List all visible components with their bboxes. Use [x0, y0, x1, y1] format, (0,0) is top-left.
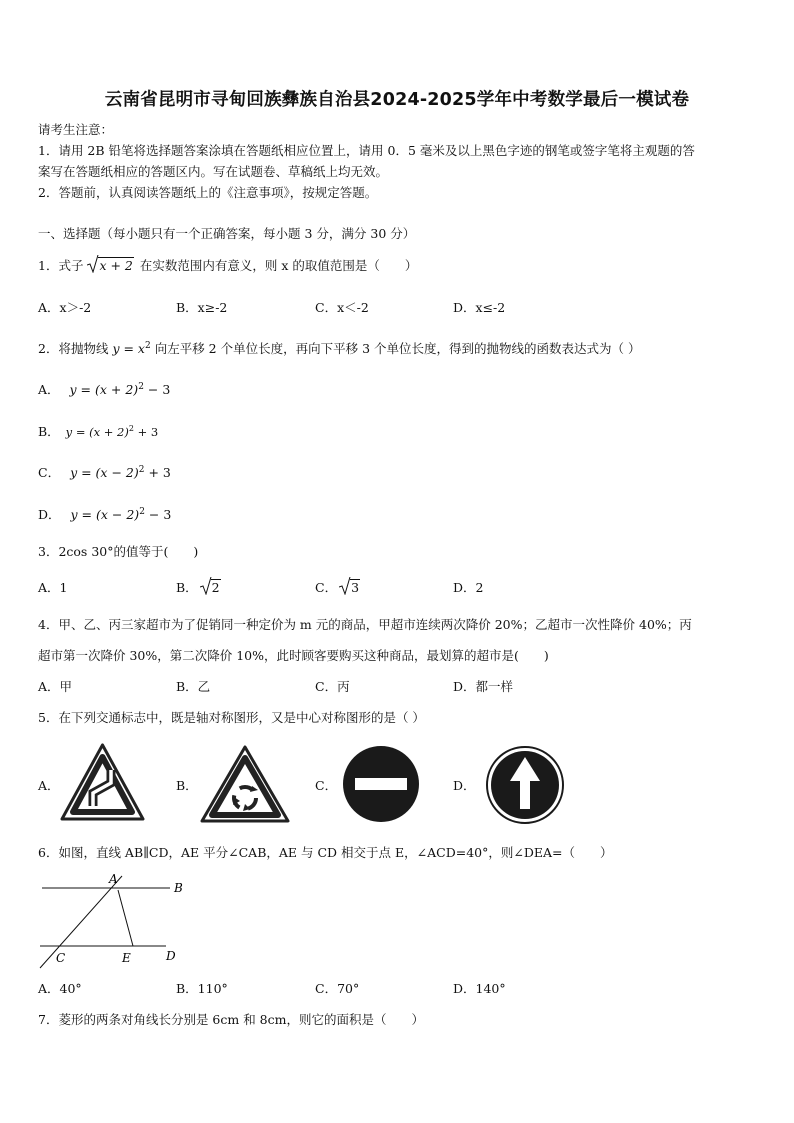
question-2: [38, 339, 640, 357]
q2-option-b-label: B．: [38, 424, 60, 439]
q2-exp: 2: [144, 340, 151, 351]
q6-option-d[interactable]: D．140°: [453, 981, 506, 996]
q1-option-d[interactable]: D．x≤-2: [453, 300, 506, 315]
q2-option-a-exp: 2: [138, 381, 144, 392]
q2-option-c-exp: 2: [138, 464, 145, 475]
q2-option-c-label: C．: [38, 465, 61, 480]
q3-option-b-label: B．: [176, 580, 198, 595]
point-e-label: E: [122, 951, 131, 965]
q1-option-c[interactable]: C．x＜-2: [315, 300, 369, 315]
q4-option-a[interactable]: A．甲: [38, 679, 73, 694]
straight-ahead-sign-icon[interactable]: [485, 745, 565, 825]
q2-expr: y = x: [112, 341, 145, 356]
q2-option-d[interactable]: [38, 505, 171, 523]
question-3: 3．2cos 30°的值等于( ): [38, 544, 199, 559]
q4-option-b[interactable]: B．乙: [176, 679, 211, 694]
point-a-label: A: [109, 872, 118, 886]
question-6: 6．如图，直线 AB∥CD，AE 平分∠CAB，AE 与 CD 相交于点 E，∠ACD=40°，则∠DEA=（ ）: [38, 845, 613, 860]
q1-option-b[interactable]: B．x≥-2: [176, 300, 228, 315]
q4-option-d[interactable]: D．都一样: [453, 679, 514, 694]
q2-option-b-exp: 2: [128, 423, 134, 433]
winding-road-sign-icon[interactable]: [60, 743, 145, 821]
q3-option-c-sqrt: [341, 580, 360, 595]
notice-heading: 请考生注意：: [38, 122, 114, 137]
q3-option-c-radicand: 3: [351, 580, 360, 595]
line-ac: [40, 876, 122, 968]
q3-option-b-radicand: 2: [211, 580, 220, 595]
q2-option-c-tail: + 3: [144, 465, 171, 480]
q2-option-a-label: A．: [38, 382, 60, 397]
q6-option-c[interactable]: C．70°: [315, 981, 360, 996]
notice-line-3: 2．答题前，认真阅读答题纸上的《注意事项》，按规定答题。: [38, 185, 378, 200]
question-4-line-1: 4．甲、乙、丙三家超市为了促销同一种定价为 m 元的商品，甲超市连续两次降价 20%；乙超市一次性降价 40%；丙: [38, 617, 692, 632]
line-ae: [118, 890, 133, 946]
q5-option-c-label[interactable]: C．: [315, 778, 338, 793]
q5-option-b-label[interactable]: B．: [176, 778, 198, 793]
q2-option-a[interactable]: [38, 380, 170, 398]
q1-sqrt: [89, 258, 133, 273]
q2-option-b[interactable]: [38, 422, 158, 440]
sqrt-icon: [87, 255, 99, 273]
sqrt-icon: [339, 577, 351, 595]
section-heading: 一、选择题（每小题只有一个正确答案，每小题 3 分，满分 30 分）: [38, 226, 416, 241]
question-4-line-2: 超市第一次降价 30%，第二次降价 10%，此时顾客要购买这种商品，最划算的超市是( ): [38, 648, 549, 663]
exam-title: 云南省昆明市寻甸回族彝族自治县2024-2025学年中考数学最后一模试卷: [104, 90, 690, 110]
q1-stem-pre: 1．式子: [38, 258, 84, 273]
q2-option-b-expr: y = (x + 2): [65, 425, 129, 439]
point-c-label: C: [56, 951, 66, 965]
question-7: 7．菱形的两条对角线长分别是 6cm 和 8cm，则它的面积是（ ）: [38, 1012, 424, 1027]
no-entry-sign-icon[interactable]: [341, 744, 421, 824]
q1-option-a[interactable]: A．x＞-2: [38, 300, 92, 315]
q3-option-a[interactable]: A．1: [38, 580, 68, 595]
q2-stem-post: 向左平移 2 个单位长度，再向下平移 3 个单位长度，得到的抛物线的函数表达式为（ ）: [154, 341, 641, 356]
q2-option-a-tail: − 3: [143, 382, 171, 397]
q1-stem-post: 在实数范围内有意义，则 x 的取值范围是（ ）: [139, 258, 418, 273]
notice-line-2: 案写在答题纸相应的答题区内。写在试题卷、草稿纸上均无效。: [38, 164, 389, 179]
q2-option-b-tail: + 3: [133, 425, 159, 439]
point-b-label: B: [174, 881, 183, 895]
sqrt-icon: [200, 577, 212, 595]
q3-option-c-label: C．: [315, 580, 338, 595]
q2-option-d-expr: y = (x − 2): [70, 507, 140, 522]
question-5: 5．在下列交通标志中，既是轴对称图形，又是中心对称图形的是（ ）: [38, 710, 425, 725]
q3-option-b-sqrt: [202, 580, 221, 595]
q2-option-d-exp: 2: [139, 506, 145, 517]
q6-geometry-figure: [36, 868, 186, 970]
q3-option-c[interactable]: [315, 578, 360, 596]
notice-line-1: 1．请用 2B 铅笔将选择题答案涂填在答题纸相应位置上，请用 0．5 毫米及以上黑色字迹的钢笔或签字笔将主观题的答: [38, 143, 695, 158]
q2-option-c[interactable]: [38, 463, 171, 481]
question-1: [38, 256, 417, 274]
q5-option-a-label[interactable]: A．: [38, 778, 60, 793]
q5-option-d-label[interactable]: D．: [453, 778, 476, 793]
q2-option-d-label: D．: [38, 507, 61, 522]
q6-option-b[interactable]: B．110°: [176, 981, 228, 996]
q2-option-a-expr: y = (x + 2): [69, 382, 139, 397]
q1-radicand: x + 2: [99, 258, 133, 273]
q3-option-b[interactable]: [176, 578, 221, 596]
roundabout-sign-icon[interactable]: [200, 745, 290, 823]
q2-option-d-tail: − 3: [144, 507, 172, 522]
q3-option-d[interactable]: D．2: [453, 580, 484, 595]
point-d-label: D: [166, 949, 176, 963]
q2-stem-pre: 2．将抛物线: [38, 341, 109, 356]
q2-option-c-expr: y = (x − 2): [70, 465, 139, 480]
q4-option-c[interactable]: C．丙: [315, 679, 350, 694]
q6-option-a[interactable]: A．40°: [38, 981, 82, 996]
